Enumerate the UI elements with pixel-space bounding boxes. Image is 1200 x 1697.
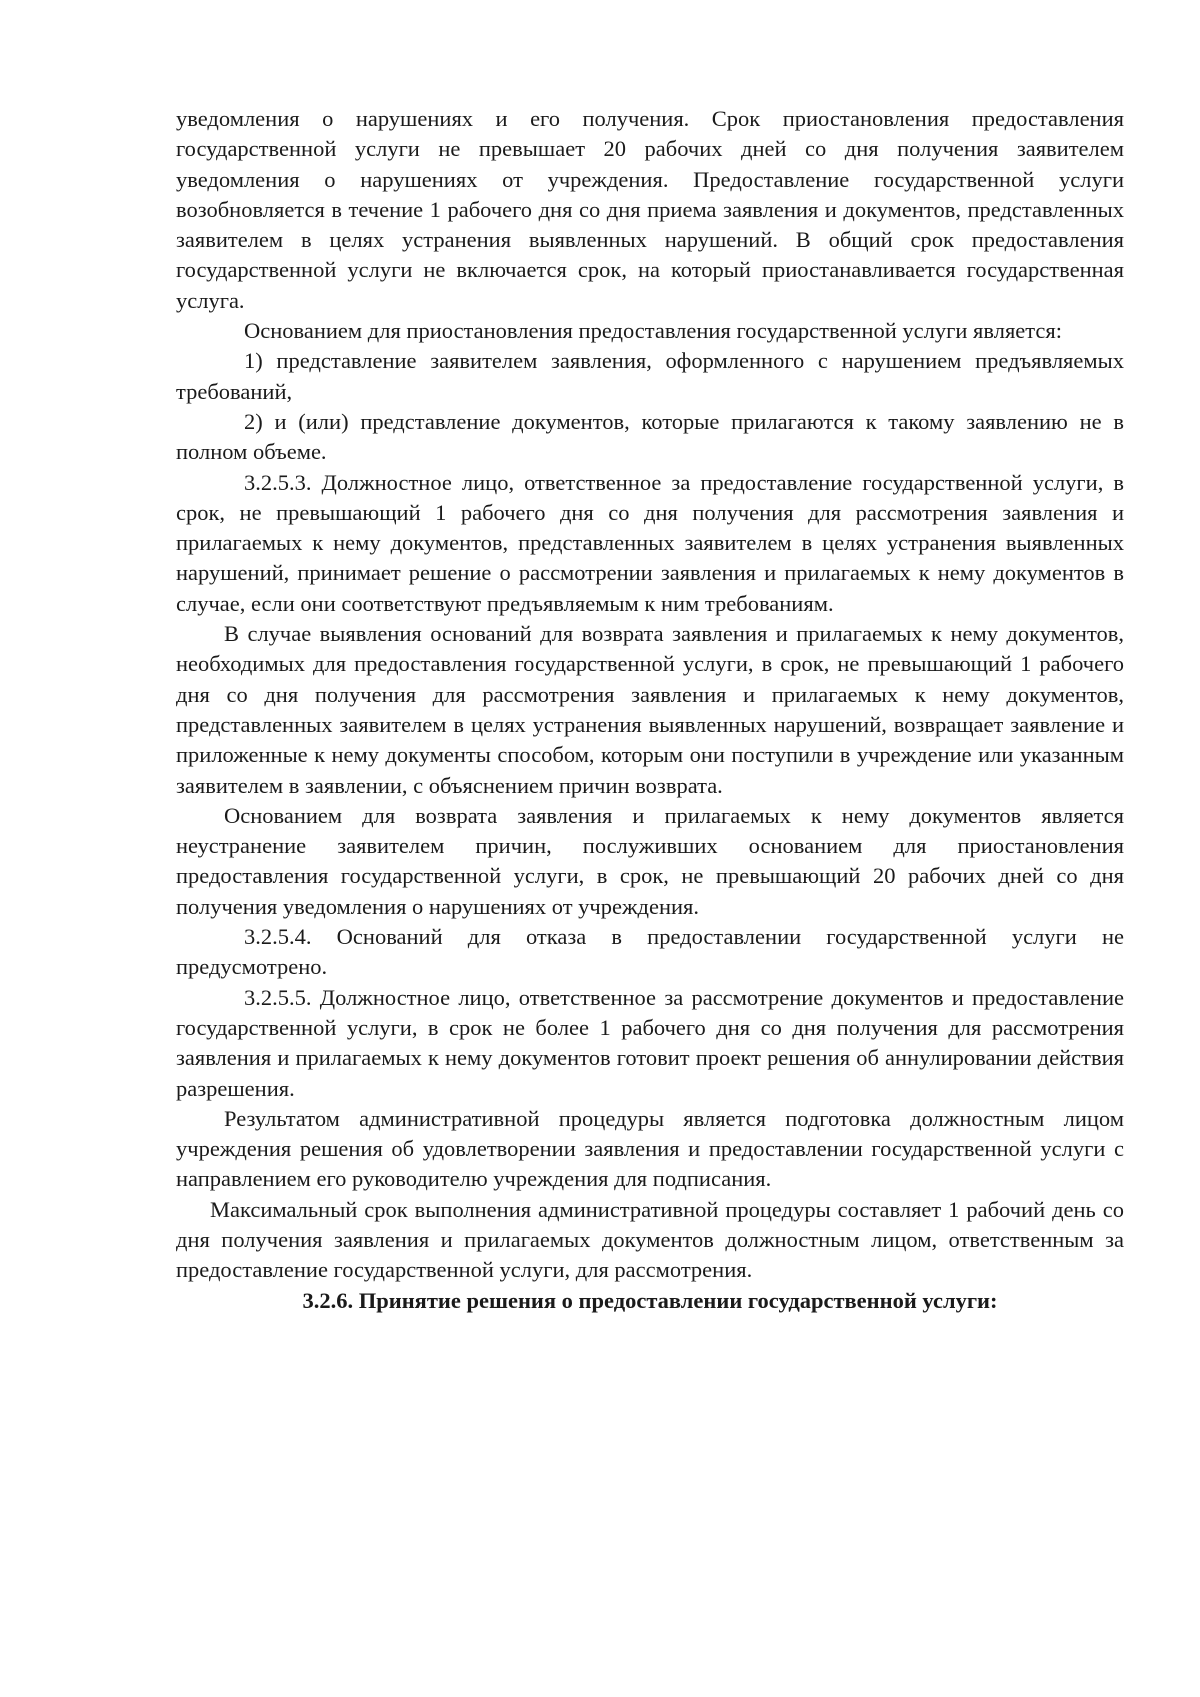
paragraph-3-2-5-4: 3.2.5.4. Оснований для отказа в предоставлении государственной услуги не предусмотрено. [176, 924, 1124, 980]
paragraph-procedure-result: Результатом административной процедуры является подготовка должностным лицом учреждения решения об удовлетворении заявления и предоставлении государственной услуги с направлением его руководителю учреждения для подписания. [176, 1105, 1124, 1192]
paragraph-3-2-5-5: 3.2.5.5. Должностное лицо, ответственное за рассмотрение документов и предоставление государственной услуги, в срок не более 1 рабочего дня со дня получения для рассмотрения заявления и прилагаемых к нему документов готовит проект решения об аннулировании действия разрешения. [176, 984, 1124, 1101]
paragraph-suspension-term: уведомления о нарушениях и его получения. Срок приостановления предоставления государственной услуги не превышает 20 рабочих дней со дня получения заявителем уведомления о нарушениях от учреждения. Предоставление государственной услуги возобновляется в течение 1 рабочего дня со дня приема заявления и документов, представленных заявителем в целях устранения выявленных нарушений. В общий срок предоставления государственной услуги не включается срок, на который приостанавливается государственная услуга. [176, 106, 1124, 313]
document-body [176, 104, 1124, 1316]
paragraph-max-term: Максимальный срок выполнения административной процедуры составляет 1 рабочий день со дня получения заявления и прилагаемых документов должностным лицом, ответственным за предоставление государственной услуги, для рассмотрения. [176, 1196, 1124, 1283]
list-item-2: 2) и (или) представление документов, которые прилагаются к такому заявлению не в полном объеме. [176, 408, 1124, 465]
paragraph-return-grounds-found: В случае выявления оснований для возврата заявления и прилагаемых к нему документов, необходимых для предоставления государственной услуги, в срок, не превышающий 1 рабочего дня со дня получения для рассмотрения заявления и прилагаемых к нему документов, представленных заявителем в целях устранения выявленных нарушений, возвращает заявление и приложенные к нему документы способом, которым они поступили в учреждение или указанным заявителем в заявлении, с объяснением причин возврата. [176, 621, 1124, 798]
paragraph-suspension-grounds: Основанием для приостановления предоставления государственной услуги является: [244, 318, 1062, 344]
list-item-1: 1) представление заявителем заявления, оформленного с нарушением предъявляемых требований, [176, 348, 1124, 404]
section-heading-3-2-6: 3.2.6. Принятие решения о предоставлении государственной услуги: [302, 1287, 998, 1313]
paragraph-3-2-5-3: 3.2.5.3. Должностное лицо, ответственное за предоставление государственной услуги, в срок, не превышающий 1 рабочего дня со дня получения для рассмотрения заявления и прилагаемых к нему документов, представленных заявителем в целях устранения выявленных нарушений, принимает решение о рассмотрении заявления и прилагаемых к нему документов в случае, если они соответствуют предъявляемым к ним требованиям. [176, 469, 1124, 616]
paragraph-return-basis: Основанием для возврата заявления и прилагаемых к нему документов является неустранение заявителем причин, послуживших основанием для приостановления предоставления государственной услуги, в срок, не превышающий 20 рабочих дней со дня получения уведомления о нарушениях от учреждения. [176, 802, 1124, 919]
